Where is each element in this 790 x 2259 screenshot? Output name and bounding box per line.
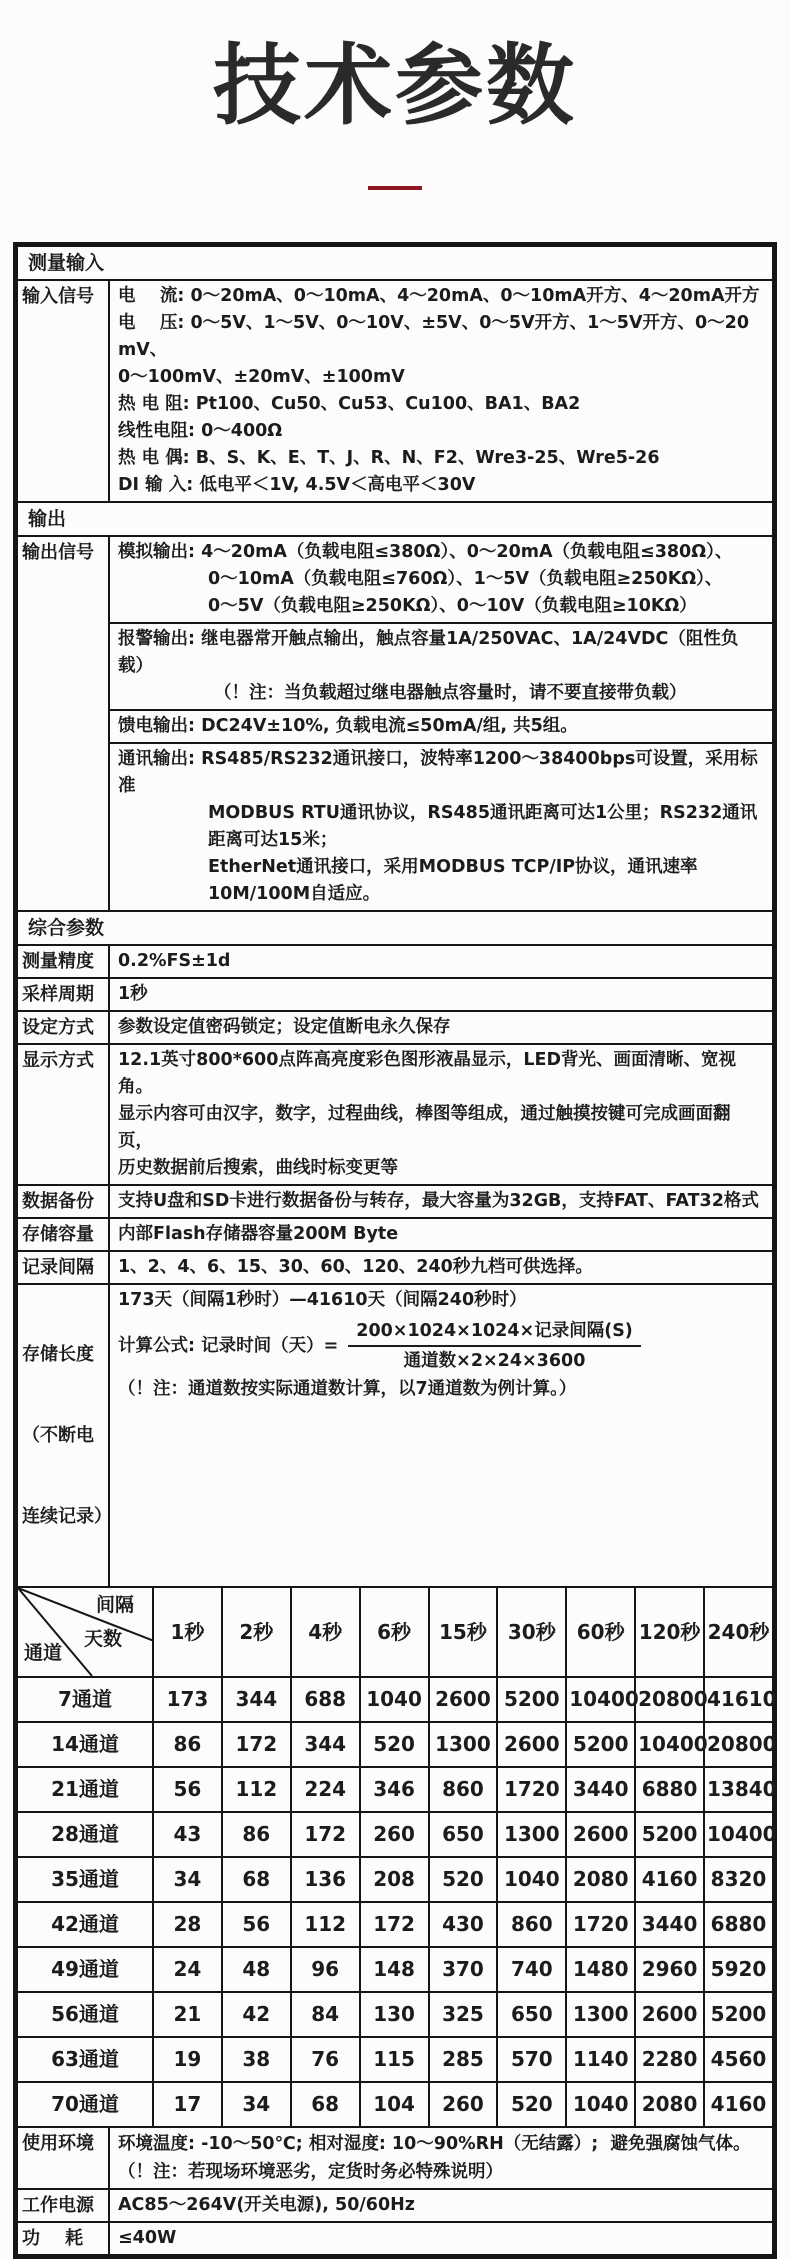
days-cell: 41610 [704,1677,773,1722]
channel-table-row [17,1722,773,1767]
page-title: 技术参数 [212,34,577,137]
days-cell: 28 [153,1902,222,1947]
spec-value-power: AC85～264V(开关电源), 50/60Hz [109,2189,773,2222]
days-cell: 5200 [704,1992,773,2037]
channel-table-row [17,1947,773,1992]
spec-value-comm-output [109,743,773,911]
days-cell: 19 [153,2037,222,2082]
days-cell: 344 [222,1677,291,1722]
days-cell: 430 [429,1902,498,1947]
channel-name-cell: 42通道 [17,1902,153,1947]
channel-name-cell: 28通道 [17,1812,153,1857]
days-cell: 1040 [566,2082,635,2127]
days-cell: 740 [497,1947,566,1992]
storage-formula-numerator: 200×1024×1024×记录间隔(S) [348,1318,641,1347]
channel-name-cell: 21通道 [17,1767,153,1812]
channel-name-cell: 70通道 [17,2082,153,2127]
days-cell: 43 [153,1812,222,1857]
days-cell: 5200 [497,1677,566,1722]
spec-value-consumption: ≤40W [109,2222,773,2255]
spec-value-setting: 参数设定值密码锁定；设定值断电永久保存 [109,1011,773,1044]
days-cell: 10400 [704,1812,773,1857]
comm-output-line: MODBUS RTU通讯协议，RS485通讯距离可达1公里；RS232通讯距离可达15米； [208,803,758,851]
days-cell: 34 [222,2082,291,2127]
spec-label-power: 工作电源 [17,2189,109,2222]
days-cell: 1720 [566,1902,635,1947]
input-signal-line-thermocouple: 热 电 偶: B、S、K、E、T、J、R、N、F2、Wre3-25、Wre5-26 [118,448,660,469]
storage-formula-prefix: 计算公式: 记录时间（天）= [118,1335,339,1356]
corner-label-days: 天数 [83,1628,122,1651]
days-cell: 860 [497,1902,566,1947]
spec-value-input-signal [109,280,773,502]
days-cell: 68 [222,1857,291,1902]
days-cell: 42 [222,1992,291,2037]
interval-header-cell: 120秒 [635,1587,704,1677]
days-cell: 3440 [566,1767,635,1812]
days-cell: 8320 [704,1857,773,1902]
days-cell: 2960 [635,1947,704,1992]
days-cell: 10400 [635,1722,704,1767]
channel-table-row [17,1677,773,1722]
section-header-output: 输出 [17,502,773,536]
days-cell: 5200 [566,1722,635,1767]
days-cell: 17 [153,2082,222,2127]
days-cell: 2600 [497,1722,566,1767]
corner-label-channel: 通道 [24,1642,63,1665]
days-cell: 344 [291,1722,360,1767]
days-cell: 4160 [635,1857,704,1902]
diagonal-corner-box [18,1588,152,1676]
days-cell: 1480 [566,1947,635,1992]
days-cell: 148 [360,1947,429,1992]
days-cell: 520 [497,2082,566,2127]
days-cell: 172 [222,1722,291,1767]
display-line: 显示内容可由汉字，数字，过程曲线，棒图等组成，通过触摸按键可完成画面翻页， [118,1104,731,1152]
comm-output-line: 通讯输出: RS485/RS232通讯接口，波特率1200～38400bps可设置，采用标准 [118,749,758,797]
interval-header-cell: 30秒 [497,1587,566,1677]
title-divider [368,186,422,190]
input-signal-line-voltage-cont: 0～100mV、±20mV、±100mV [118,367,405,388]
days-cell: 86 [222,1812,291,1857]
days-cell: 285 [429,2037,498,2082]
spec-table [16,245,774,1588]
days-cell: 48 [222,1947,291,1992]
days-cell: 4160 [704,2082,773,2127]
days-cell: 1720 [497,1767,566,1812]
channel-table-row [17,1992,773,2037]
channel-name-cell: 63通道 [17,2037,153,2082]
channel-table-header-row [17,1587,773,1677]
storage-note-line: （！注：通道数按实际通道数计算，以7通道数为例计算。） [118,1379,577,1400]
days-cell: 2600 [566,1812,635,1857]
days-cell: 10400 [566,1677,635,1722]
channel-name-cell: 7通道 [17,1677,153,1722]
days-cell: 1140 [566,2037,635,2082]
analog-output-line: 0～10mA（负载电阻≤760Ω）、1～5V（负载电阻≥250KΩ）、 [208,569,723,590]
days-cell: 650 [429,1812,498,1857]
channel-table-row [17,1812,773,1857]
interval-header-cell: 1秒 [153,1587,222,1677]
days-cell: 24 [153,1947,222,1992]
days-cell: 650 [497,1992,566,2037]
spec-label-accuracy: 测量精度 [17,945,109,978]
days-cell: 570 [497,2037,566,2082]
days-cell: 56 [222,1902,291,1947]
spec-value-capacity: 内部Flash存储器容量200M Byte [109,1218,773,1251]
days-cell: 112 [222,1767,291,1812]
days-cell: 260 [429,2082,498,2127]
days-cell: 520 [429,1857,498,1902]
spec-label-capacity: 存储容量 [17,1218,109,1251]
spec-label-storage-length [17,1284,112,1587]
days-cell: 172 [360,1902,429,1947]
days-cell: 260 [360,1812,429,1857]
input-signal-line-current: 电 流: 0～20mA、0～10mA、4～20mA、0～10mA开方、4～20mA开方 [118,286,760,307]
input-signal-line-voltage: 电 压: 0～5V、1～5V、0～10V、±5V、0～5V开方、1～5V开方、0～20 mV、 [118,313,756,361]
channel-name-cell: 56通道 [17,1992,153,2037]
days-cell: 112 [291,1902,360,1947]
storage-range-line: 173天（间隔1秒时）—41610天（间隔240秒时） [118,1290,527,1311]
days-cell: 38 [222,2037,291,2082]
days-cell: 13840 [704,1767,773,1812]
spec-value-backup: 支持U盘和SD卡进行数据备份与转存，最大容量为32GB，支持FAT、FAT32格式 [109,1185,773,1218]
days-cell: 21 [153,1992,222,2037]
display-line: 历史数据前后搜索，曲线时标变更等 [118,1158,398,1179]
alarm-output-line: 报警输出: 继电器常开触点输出，触点容量1A/250VAC、1A/24VDC（阻性负载） [118,629,739,677]
alarm-output-note: （！注：当负载超过继电器触点容量时，请不要直接带负载） [214,683,687,704]
spec-document [13,242,777,2259]
storage-length-label-line: 连续记录） [22,1506,112,1528]
days-cell: 136 [291,1857,360,1902]
channel-name-cell: 49通道 [17,1947,153,1992]
interval-header-cell: 15秒 [429,1587,498,1677]
spec-label-interval: 记录间隔 [17,1251,109,1284]
days-cell: 2280 [635,2037,704,2082]
days-cell: 96 [291,1947,360,1992]
days-cell: 1300 [566,1992,635,2037]
days-cell: 224 [291,1767,360,1812]
interval-header-cell: 240秒 [704,1587,773,1677]
interval-header-cell: 4秒 [291,1587,360,1677]
channel-days-table [16,1586,777,2128]
days-cell: 520 [360,1722,429,1767]
spec-label-output-signal: 输出信号 [17,536,109,911]
days-cell: 5200 [635,1812,704,1857]
spec-value-feed-output [109,710,773,743]
days-cell: 76 [291,2037,360,2082]
channel-table-row [17,2082,773,2127]
days-cell: 1300 [497,1812,566,1857]
days-cell: 688 [291,1677,360,1722]
days-cell: 68 [291,2082,360,2127]
feed-output-line: 馈电输出: DC24V±10%, 负载电流≤50mA/组, 共5组。 [118,716,578,737]
spec-value-sampling: 1秒 [109,978,773,1011]
spec-value-storage-length [109,1284,773,1587]
days-cell: 208 [360,1857,429,1902]
input-signal-line-linear-resistance: 线性电阻: 0～400Ω [118,421,283,442]
interval-header-cell: 6秒 [360,1587,429,1677]
channel-table-row [17,2037,773,2082]
storage-formula-denominator: 通道数×2×24×3600 [403,1351,586,1372]
days-cell: 20800 [635,1677,704,1722]
days-cell: 104 [360,2082,429,2127]
days-cell: 130 [360,1992,429,2037]
days-cell: 2600 [429,1677,498,1722]
days-cell: 1040 [360,1677,429,1722]
spec-value-display [109,1044,773,1185]
days-cell: 346 [360,1767,429,1812]
spec-value-environment [109,2127,773,2189]
analog-output-line: 0～5V（负载电阻≥250KΩ）、0～10V（负载电阻≥10KΩ） [208,596,697,617]
days-cell: 34 [153,1857,222,1902]
days-cell: 56 [153,1767,222,1812]
spec-label-environment: 使用环境 [17,2127,109,2189]
environment-line: 环境温度: -10～50℃; 相对湿度: 10～90%RH（无结露）; 避免强腐蚀气体。 [118,2134,751,2155]
spec-label-backup: 数据备份 [17,1185,109,1218]
spec-value-accuracy: 0.2%FS±1d [109,945,773,978]
input-signal-line-di: DI 输 入: 低电平＜1V, 4.5V＜高电平＜30V [118,475,476,496]
storage-length-label-line: （不断电 [22,1425,94,1447]
channel-table-row [17,1767,773,1812]
interval-header-cell: 2秒 [222,1587,291,1677]
environment-power-table [16,2126,774,2256]
spec-label-sampling: 采样周期 [17,978,109,1011]
spec-value-alarm-output [109,623,773,710]
spec-value-interval: 1、2、4、6、15、30、60、120、240秒九档可供选择。 [109,1251,773,1284]
spec-label-input-signal: 输入信号 [17,280,109,502]
spec-label-display: 显示方式 [17,1044,109,1185]
channel-table-row [17,1857,773,1902]
days-cell: 86 [153,1722,222,1767]
diagonal-corner-cell [17,1587,153,1677]
storage-formula [118,1314,764,1376]
days-cell: 2080 [635,2082,704,2127]
spec-label-setting: 设定方式 [17,1011,109,1044]
comm-output-line: EtherNet通讯接口，采用MODBUS TCP/IP协议，通讯速率10M/100M自适应。 [208,857,698,905]
days-cell: 2080 [566,1857,635,1902]
days-cell: 115 [360,2037,429,2082]
days-cell: 1040 [497,1857,566,1902]
interval-header-cell: 60秒 [566,1587,635,1677]
environment-note-line: （！注：若现场环境恶劣，定货时务必特殊说明） [118,2162,503,2183]
days-cell: 5920 [704,1947,773,1992]
days-cell: 6880 [704,1902,773,1947]
channel-table-row [17,1902,773,1947]
days-cell: 1300 [429,1722,498,1767]
days-cell: 370 [429,1947,498,1992]
days-cell: 2600 [635,1992,704,2037]
days-cell: 4560 [704,2037,773,2082]
input-signal-line-rtd: 热 电 阻: Pt100、Cu50、Cu53、Cu100、BA1、BA2 [118,394,581,415]
corner-label-interval: 间隔 [95,1594,134,1617]
days-cell: 20800 [704,1722,773,1767]
days-cell: 173 [153,1677,222,1722]
spec-label-consumption: 功 耗 [17,2222,109,2255]
days-cell: 325 [429,1992,498,2037]
days-cell: 3440 [635,1902,704,1947]
channel-name-cell: 35通道 [17,1857,153,1902]
spec-value-analog-output [109,536,773,623]
storage-length-label-line: 存储长度 [22,1344,94,1366]
section-header-measurement-input: 测量输入 [17,246,773,280]
days-cell: 6880 [635,1767,704,1812]
storage-formula-fraction [348,1318,641,1374]
days-cell: 84 [291,1992,360,2037]
days-cell: 860 [429,1767,498,1812]
channel-name-cell: 14通道 [17,1722,153,1767]
section-header-general: 综合参数 [17,911,773,945]
days-cell: 172 [291,1812,360,1857]
analog-output-line: 模拟输出: 4～20mA（负载电阻≤380Ω）、0～20mA（负载电阻≤380Ω）、 [118,542,733,563]
display-line: 12.1英寸800*600点阵高亮度彩色图形液晶显示，LED背光、画面清晰、宽视角。 [118,1050,737,1098]
